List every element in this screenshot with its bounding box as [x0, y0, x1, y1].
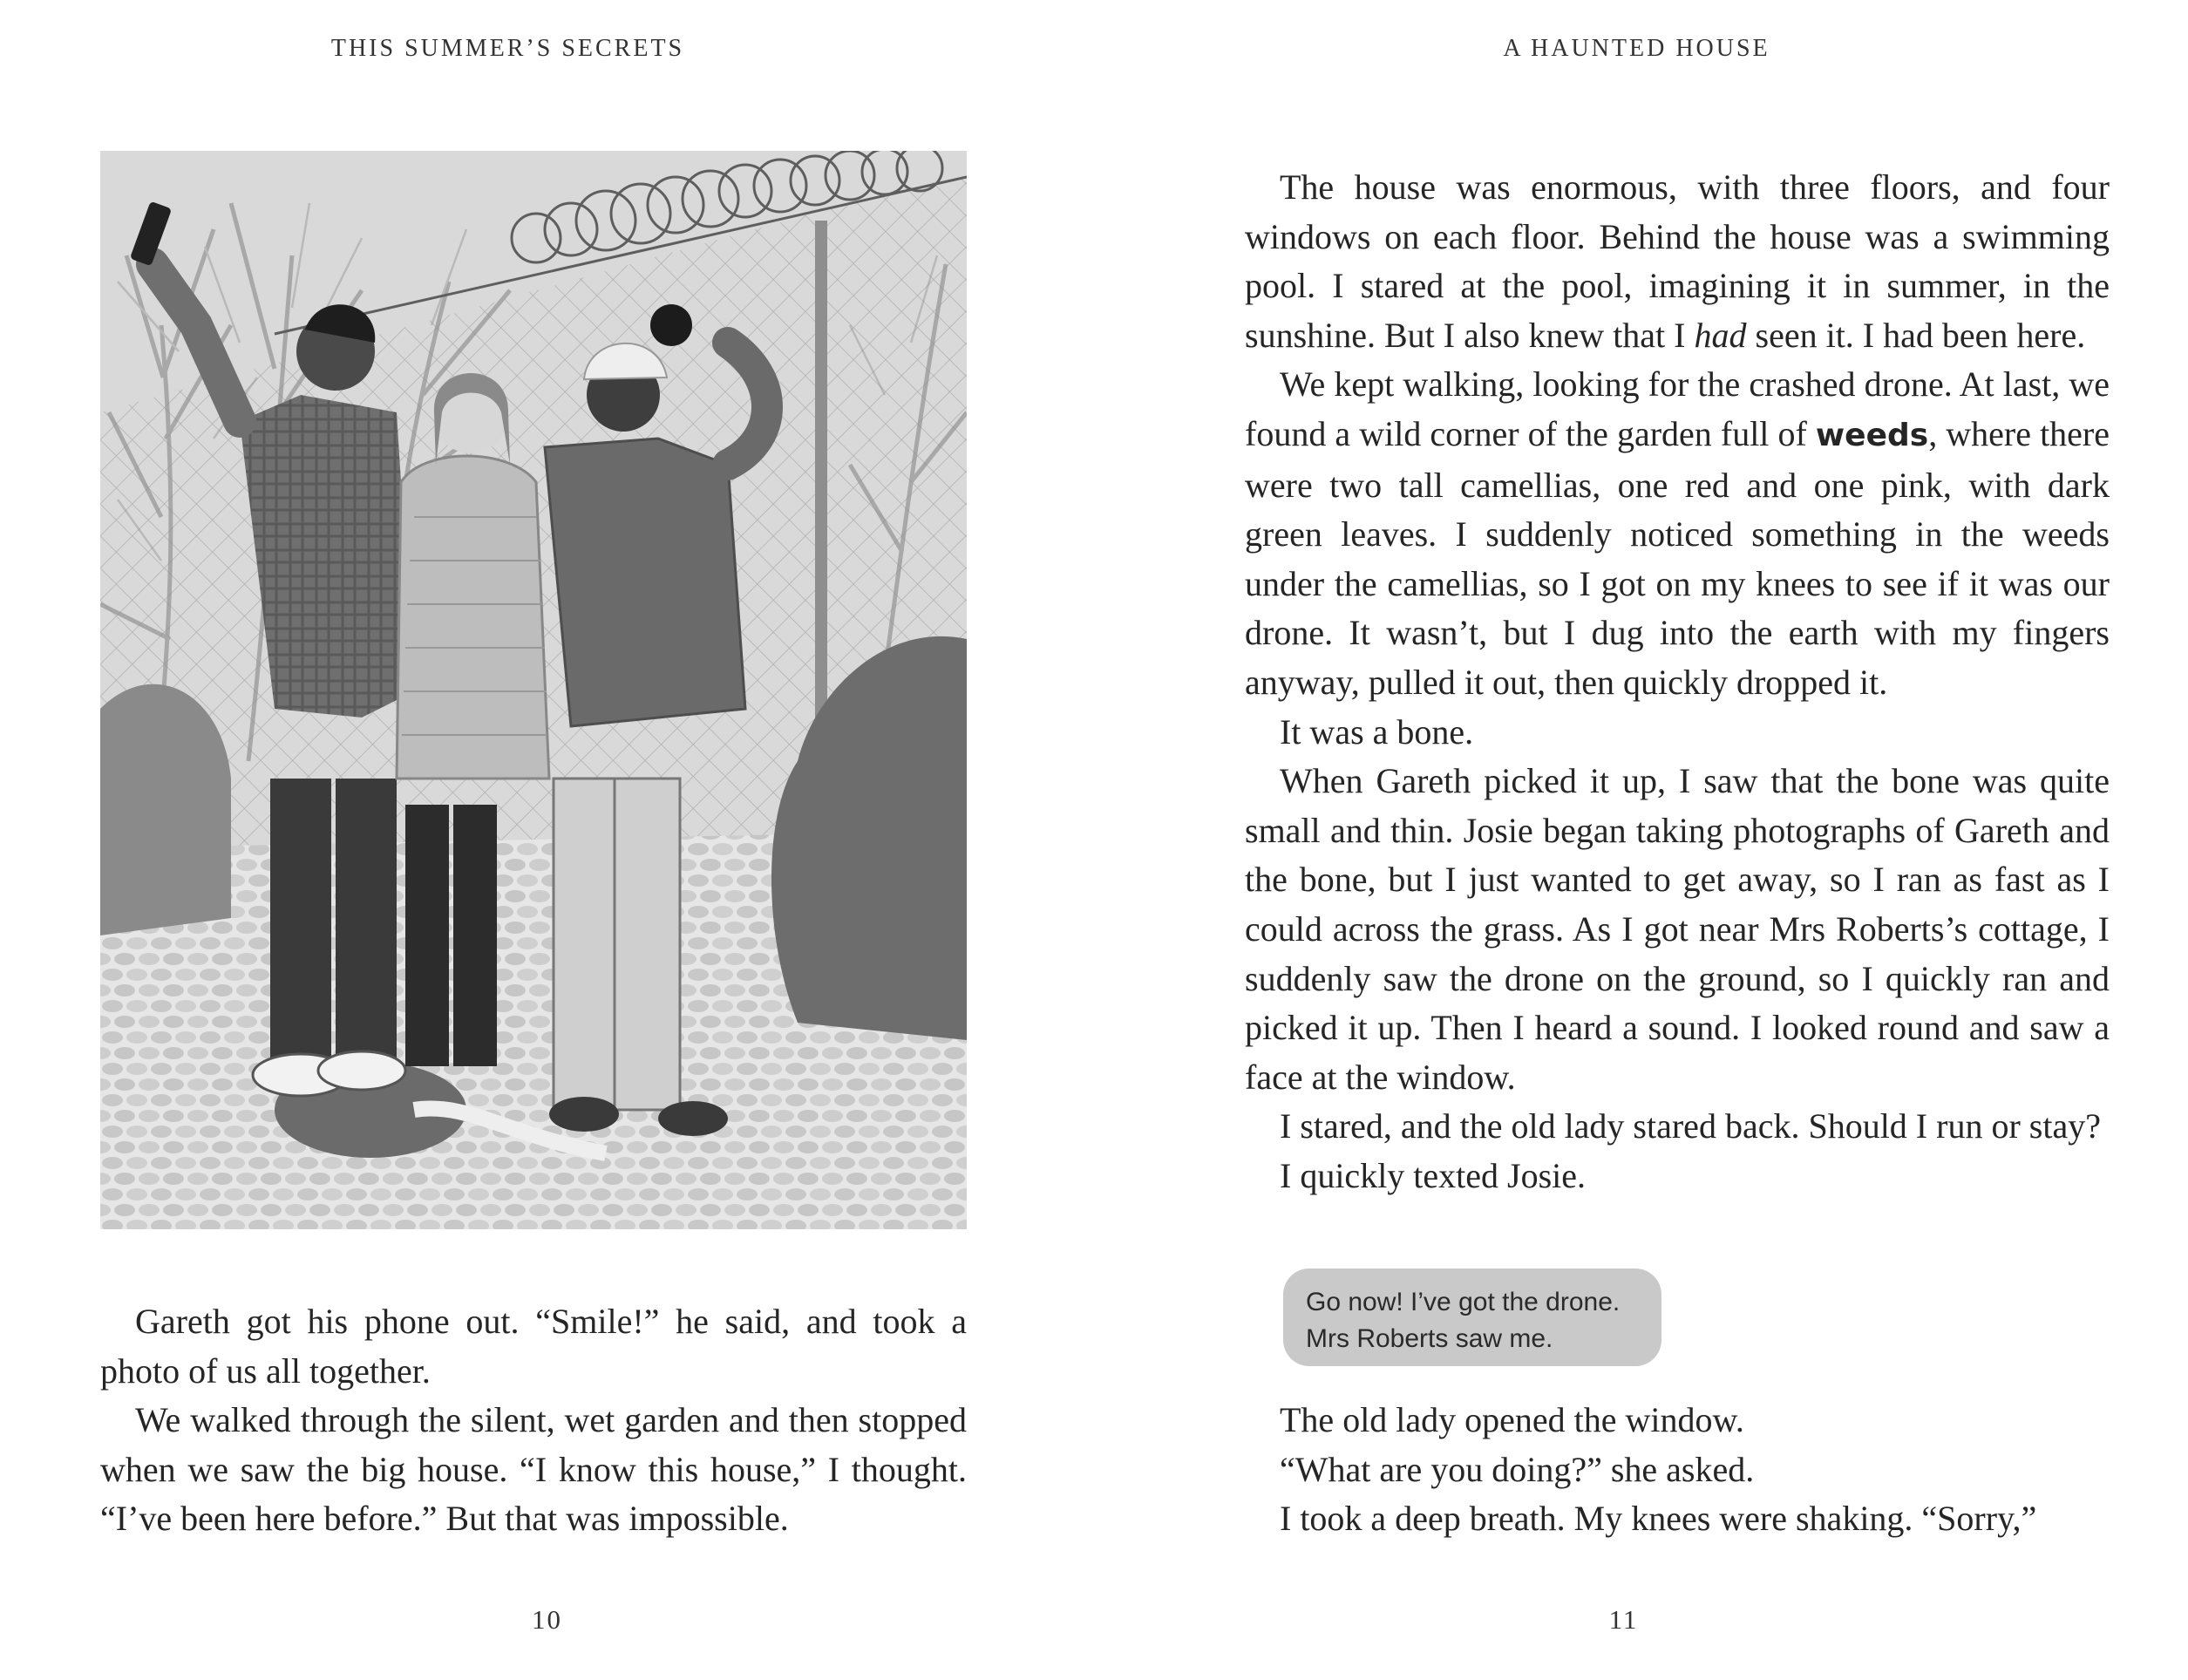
paragraph: “What are you doing?” she asked. — [1280, 1449, 1755, 1489]
message-line: Mrs Roberts saw me. — [1306, 1324, 1553, 1353]
paragraph: It was a bone. — [1280, 711, 1474, 752]
paragraph — [1245, 360, 2110, 707]
paragraph: I quickly texted Josie. — [1280, 1155, 1587, 1195]
paragraph: Gareth got his phone out. “Smile!” he said, and took a photo of us all together. — [100, 1302, 967, 1391]
illustration-friends-selfie — [100, 151, 967, 1229]
paragraph: The old lady opened the window. — [1280, 1400, 1744, 1439]
text-message-bubble — [1283, 1269, 1661, 1366]
page-number-right: 11 — [1608, 1604, 1639, 1635]
left-page-body-text — [100, 1297, 967, 1544]
paragraph: I stared, and the old lady stared back. Should I run or stay? — [1280, 1106, 2101, 1146]
paragraph — [1245, 163, 2110, 360]
running-head-left: THIS SUMMER’S SECRETS — [330, 35, 685, 62]
paragraph: We walked through the silent, wet garden and then stopped when we saw the big house. “I know this house,” I thought. “I’ve been here before.” But that was impossible. — [100, 1400, 967, 1539]
paragraph: When Gareth picked it up, I saw that the bone was quite small and thin. Josie began taking photographs of Gareth and the bone, but I just wanted to get away, so I ran as fast as I could across the grass. As I got near Mrs Roberts’s cottage, I suddenly saw the drone on the ground, so I quickly ran and picked it up. Then I heard a sound. I looked round and saw a face at the window. — [1245, 761, 2110, 1097]
emphasized-word: had — [1694, 315, 1747, 355]
right-page-body-text — [1245, 163, 2110, 1200]
glossary-word: weeds — [1815, 417, 1929, 453]
page-number-left: 10 — [532, 1604, 562, 1635]
right-page-body-text-continued — [1245, 1396, 2110, 1544]
message-bubble-tail — [1274, 1339, 1304, 1360]
running-head-right: A HAUNTED HOUSE — [1503, 35, 1770, 62]
left-bush — [100, 684, 231, 935]
text-run: seen it. I had been here. — [1746, 315, 2086, 355]
paragraph: I took a deep breath. My knees were shaking. “Sorry,” — [1280, 1499, 2037, 1539]
text-run: We kept walking, looking for the crashed drone. At last, we found a wild corner of the garden full of — [1245, 364, 2110, 453]
text-run: , where there were two tall camellias, one red and one pink, with dark green leaves. I suddenly noticed something in the weeds under the camellias, so I got on my knees to see if it was our drone. It wasn’t, but I dug into the earth with my fingers anyway, pulled it out, then quickly dropped it. — [1245, 413, 2110, 702]
message-line: Go now! I’ve got the drone. — [1306, 1288, 1621, 1316]
text-run: The house was enormous, with three floors, and four windows on each floor. Behind the house was a swimming pool. I stared at the pool, imagining it in summer, in the sunshine. But I also knew that I — [1245, 167, 2110, 355]
